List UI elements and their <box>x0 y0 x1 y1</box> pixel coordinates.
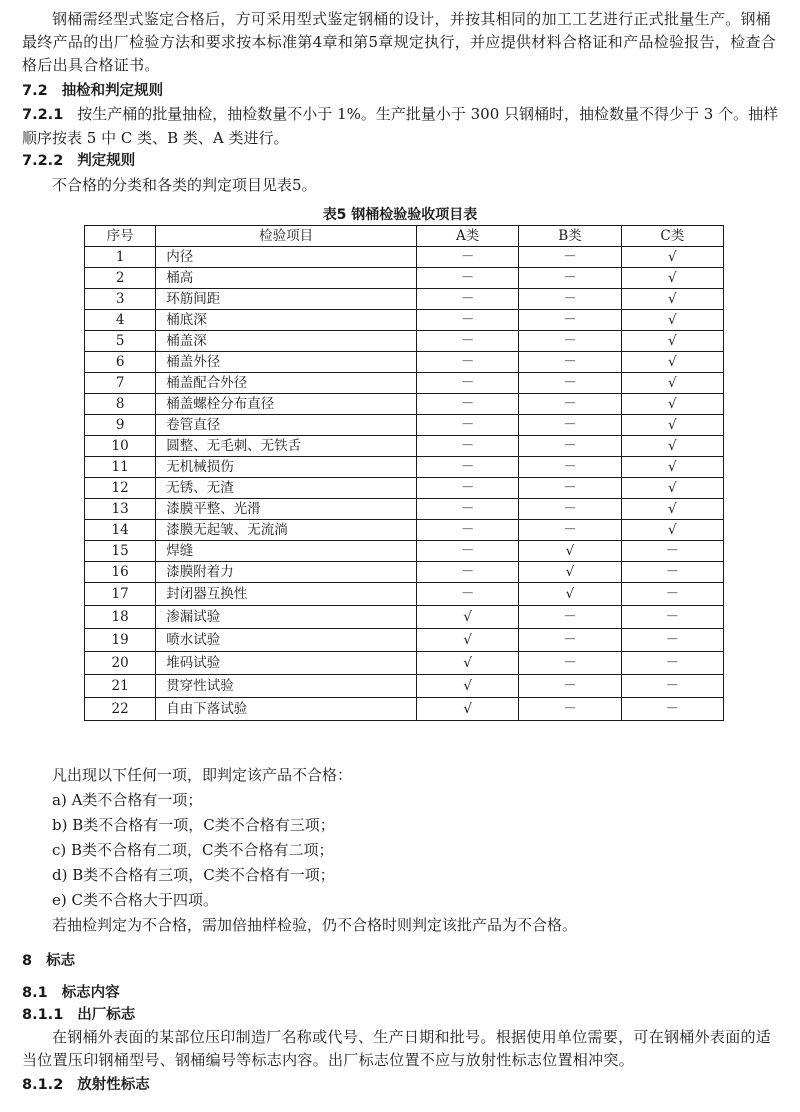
cell-c: √ <box>621 331 723 352</box>
cell-item: 桶高 <box>156 268 417 289</box>
cell-no: 4 <box>85 310 156 331</box>
cell-b: √ <box>519 562 621 583</box>
cell-c: √ <box>621 373 723 394</box>
cell-no: 1 <box>85 247 156 268</box>
cell-b: √ <box>519 583 621 606</box>
cell-item: 桶盖深 <box>156 331 417 352</box>
cell-item: 无锈、无渣 <box>156 478 417 499</box>
cell-a: √ <box>416 698 518 721</box>
cell-b: － <box>519 289 621 310</box>
table-row <box>85 268 724 289</box>
table-row <box>85 520 724 541</box>
inspection-table <box>84 225 724 721</box>
cell-no: 17 <box>85 583 156 606</box>
section-number: 8.1 <box>22 985 48 1001</box>
cell-a: － <box>416 415 518 436</box>
cell-item: 堆码试验 <box>156 652 417 675</box>
cell-b: － <box>519 652 621 675</box>
section-title: 标志内容 <box>61 985 120 1001</box>
cell-item: 桶盖螺栓分布直径 <box>156 394 417 415</box>
cell-c: － <box>621 541 723 562</box>
section-number: 8 <box>22 953 33 969</box>
table-row <box>85 436 724 457</box>
header-a: A类 <box>416 226 518 247</box>
cell-c: － <box>621 583 723 606</box>
table-row <box>85 247 724 268</box>
cell-a: － <box>416 352 518 373</box>
cell-c: √ <box>621 415 723 436</box>
section-title: 放射性标志 <box>77 1077 150 1093</box>
cell-item: 桶底深 <box>156 310 417 331</box>
cell-b: － <box>519 415 621 436</box>
cell-b: － <box>519 698 621 721</box>
cell-item: 喷水试验 <box>156 629 417 652</box>
cell-c: － <box>621 606 723 629</box>
cell-b: － <box>519 436 621 457</box>
cell-no: 16 <box>85 562 156 583</box>
cell-no: 14 <box>85 520 156 541</box>
cell-c: √ <box>621 457 723 478</box>
cell-c: － <box>621 562 723 583</box>
cell-b: － <box>519 457 621 478</box>
cell-a: － <box>416 310 518 331</box>
cell-no: 10 <box>85 436 156 457</box>
cell-a: √ <box>416 652 518 675</box>
table-row <box>85 457 724 478</box>
cell-b: － <box>519 629 621 652</box>
table-row <box>85 394 724 415</box>
header-b: B类 <box>519 226 621 247</box>
table-row <box>85 541 724 562</box>
cell-a: － <box>416 520 518 541</box>
cell-c: － <box>621 675 723 698</box>
section-number: 8.1.1 <box>22 1007 64 1023</box>
cell-b: － <box>519 520 621 541</box>
cell-item: 自由下落试验 <box>156 698 417 721</box>
table-row <box>85 373 724 394</box>
cell-c: √ <box>621 436 723 457</box>
cell-c: － <box>621 698 723 721</box>
table-row <box>85 310 724 331</box>
table-header-row <box>85 226 724 247</box>
cell-a: － <box>416 331 518 352</box>
cell-b: － <box>519 394 621 415</box>
cell-no: 7 <box>85 373 156 394</box>
table-row <box>85 606 724 629</box>
cell-no: 20 <box>85 652 156 675</box>
table-row <box>85 629 724 652</box>
cell-a: √ <box>416 675 518 698</box>
cell-a: － <box>416 394 518 415</box>
cell-b: － <box>519 606 621 629</box>
cell-a: － <box>416 268 518 289</box>
section-8-1-heading <box>22 982 120 1004</box>
cell-c: √ <box>621 520 723 541</box>
cell-c: － <box>621 652 723 675</box>
section-8-heading <box>22 950 75 972</box>
cell-c: √ <box>621 352 723 373</box>
cell-no: 13 <box>85 499 156 520</box>
table-row <box>85 331 724 352</box>
rule-item: a) A类不合格有一项； <box>52 791 203 809</box>
cell-no: 5 <box>85 331 156 352</box>
section-number: 7.2.2 <box>22 153 64 169</box>
cell-item: 漆膜附着力 <box>156 562 417 583</box>
cell-a: － <box>416 499 518 520</box>
section-title: 出厂标志 <box>77 1007 136 1023</box>
rule-item: d) B类不合格有三项，C类不合格有一项； <box>52 866 335 884</box>
cell-no: 9 <box>85 415 156 436</box>
cell-item: 桶盖外径 <box>156 352 417 373</box>
table-row <box>85 652 724 675</box>
cell-item: 圆整、无毛刺、无铁舌 <box>156 436 417 457</box>
cell-no: 12 <box>85 478 156 499</box>
cell-no: 2 <box>85 268 156 289</box>
cell-item: 内径 <box>156 247 417 268</box>
cell-c: √ <box>621 499 723 520</box>
cell-item: 漆膜平整、光滑 <box>156 499 417 520</box>
cell-item: 贯穿性试验 <box>156 675 417 698</box>
section-8-1-1-heading <box>22 1004 135 1026</box>
cell-no: 8 <box>85 394 156 415</box>
cell-a: － <box>416 583 518 606</box>
cell-b: － <box>519 247 621 268</box>
cell-b: － <box>519 373 621 394</box>
cell-b: √ <box>519 541 621 562</box>
rule-item: b) B类不合格有一项，C类不合格有三项； <box>52 816 335 834</box>
section-title: 标志 <box>46 953 76 969</box>
header-item: 检验项目 <box>156 226 417 247</box>
rule-item: c) B类不合格有二项，C类不合格有二项； <box>52 841 334 859</box>
section-8-1-1-text: 在钢桶外表面的某部位压印制造厂名称或代号、生产日期和批号。根据使用单位需要，可在钢桶外表面的适当位置压印钢桶型号、钢桶编号等标志内容。出厂标志位置不应与放射性标志位置相冲突。 <box>22 1028 772 1069</box>
cell-c: √ <box>621 478 723 499</box>
section-title: 抽检和判定规则 <box>61 83 164 99</box>
table-row <box>85 562 724 583</box>
cell-b: － <box>519 478 621 499</box>
rules-lead: 凡出现以下任何一项，即判定该产品不合格： <box>52 766 353 784</box>
rules-tail: 若抽检判定为不合格，需加倍抽样检验，仍不合格时则判定该批产品为不合格。 <box>52 916 578 934</box>
cell-no: 3 <box>85 289 156 310</box>
table-row <box>85 583 724 606</box>
header-no: 序号 <box>85 226 156 247</box>
cell-item: 卷管直径 <box>156 415 417 436</box>
cell-a: √ <box>416 629 518 652</box>
cell-no: 22 <box>85 698 156 721</box>
cell-item: 渗漏试验 <box>156 606 417 629</box>
cell-a: － <box>416 289 518 310</box>
cell-a: － <box>416 436 518 457</box>
cell-a: √ <box>416 606 518 629</box>
cell-c: √ <box>621 289 723 310</box>
cell-no: 21 <box>85 675 156 698</box>
cell-b: － <box>519 331 621 352</box>
section-7-2-2-heading <box>22 150 135 172</box>
cell-item: 桶盖配合外径 <box>156 373 417 394</box>
rule-item: e) C类不合格大于四项。 <box>52 891 218 909</box>
table-row <box>85 499 724 520</box>
cell-a: － <box>416 562 518 583</box>
cell-a: － <box>416 457 518 478</box>
cell-c: √ <box>621 310 723 331</box>
table-title: 表5 钢桶检验验收项目表 <box>322 207 478 223</box>
cell-a: － <box>416 478 518 499</box>
table-row <box>85 289 724 310</box>
cell-item: 环筋间距 <box>156 289 417 310</box>
table-row <box>85 415 724 436</box>
section-7-2-1-text: 按生产桶的批量抽检，抽检数量不小于 1%。生产批量小于 300 只钢桶时，抽检数量不得少于 3 个。抽样顺序按表 5 中 C 类、B 类、A 类进行。 <box>22 105 779 147</box>
cell-item: 焊缝 <box>156 541 417 562</box>
cell-b: － <box>519 268 621 289</box>
cell-no: 6 <box>85 352 156 373</box>
cell-no: 18 <box>85 606 156 629</box>
cell-item: 封闭器互换性 <box>156 583 417 606</box>
section-number: 7.2.1 <box>22 107 64 123</box>
section-number: 8.1.2 <box>22 1077 64 1093</box>
cell-c: √ <box>621 268 723 289</box>
cell-c: － <box>621 629 723 652</box>
cell-a: － <box>416 373 518 394</box>
cell-b: － <box>519 675 621 698</box>
section-7-2-1 <box>22 103 782 150</box>
cell-b: － <box>519 499 621 520</box>
table-row <box>85 352 724 373</box>
header-c: C类 <box>621 226 723 247</box>
section-title: 判定规则 <box>77 153 136 169</box>
cell-c: √ <box>621 247 723 268</box>
section-8-1-2-heading <box>22 1074 150 1096</box>
cell-b: － <box>519 310 621 331</box>
cell-no: 15 <box>85 541 156 562</box>
intro-paragraph: 钢桶需经型式鉴定合格后，方可采用型式鉴定钢桶的设计，并按其相同的加工工艺进行正式批量生产。钢桶最终产品的出厂检验方法和要求按本标准第4章和第5章规定执行，并应提供材料合格证和产品检验报告，检查合格后出具合格证书。 <box>22 10 777 74</box>
cell-a: － <box>416 247 518 268</box>
table-row <box>85 478 724 499</box>
cell-no: 11 <box>85 457 156 478</box>
cell-a: － <box>416 541 518 562</box>
cell-c: √ <box>621 394 723 415</box>
table-row <box>85 698 724 721</box>
table-row <box>85 675 724 698</box>
cell-item: 无机械损伤 <box>156 457 417 478</box>
cell-no: 19 <box>85 629 156 652</box>
section-7-2-2-text: 不合格的分类和各类的判定项目见表5。 <box>52 176 317 194</box>
cell-item: 漆膜无起皱、无流淌 <box>156 520 417 541</box>
section-7-2-heading <box>22 80 163 102</box>
cell-b: － <box>519 352 621 373</box>
section-number: 7.2 <box>22 83 48 99</box>
